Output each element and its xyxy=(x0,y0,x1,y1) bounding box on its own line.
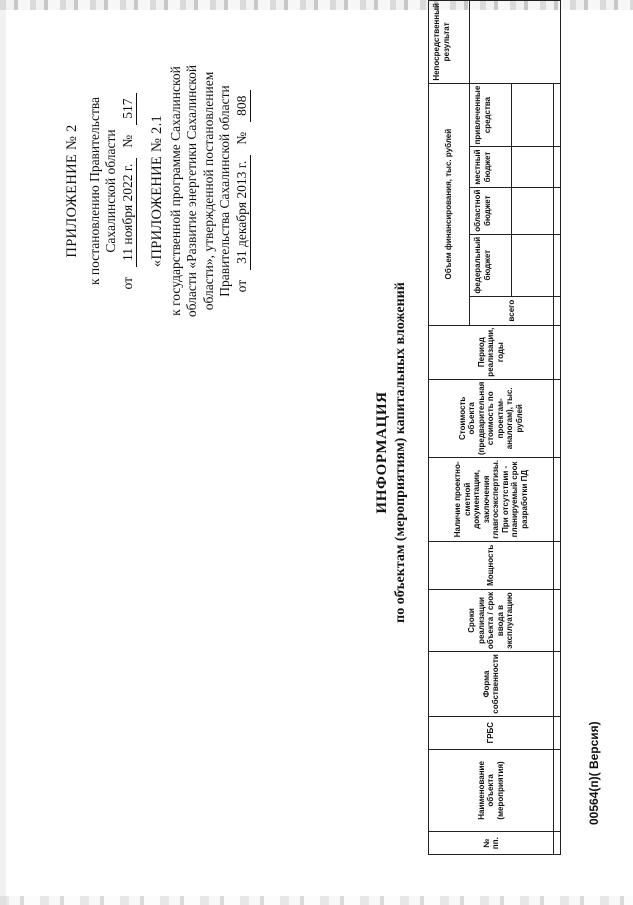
attracted-cell xyxy=(512,83,554,147)
header-result: Непосредственный результат xyxy=(429,1,470,84)
resolution-date: 11 ноября 2022 г. xyxy=(120,158,138,267)
header-grbs: ГРБС xyxy=(429,716,554,749)
header-no: № пп. xyxy=(429,832,554,855)
regional-cell xyxy=(512,187,554,234)
appendix-block xyxy=(64,21,251,361)
header-name: Наименование объекта (мероприятия) xyxy=(429,749,554,832)
appendix-line-1: к постановлению Правительства xyxy=(86,96,102,286)
federal-cell xyxy=(512,234,554,296)
header-terms: Сроки реализации объекта / срок ввода в эксплуатацию xyxy=(429,589,554,651)
number-label: № xyxy=(119,134,135,148)
header-total: всего xyxy=(470,296,554,325)
from-label-2: от xyxy=(233,279,249,293)
capital-investments-table xyxy=(428,0,561,855)
header-ownership: Форма собственности xyxy=(429,652,554,717)
header-capacity: Мощность xyxy=(429,541,554,589)
appendix-dateline xyxy=(120,21,138,361)
document-subtitle: по объектам (мероприятиям) капитальных вложений xyxy=(393,282,408,623)
program-number: 808 xyxy=(234,90,252,122)
header-regional: областной бюджет xyxy=(470,187,512,234)
appendix-line-3: к государственной программе Сахалинской xyxy=(167,66,183,316)
header-period: Период реализации, годы xyxy=(429,325,554,379)
header-attracted: привлеченные средства xyxy=(470,83,512,147)
appendix-title-2: «ПРИЛОЖЕНИЕ № 2.1 xyxy=(149,114,165,268)
appendix-line-4: области «Развитие энергетики Сахалинской xyxy=(184,64,199,318)
result-cell xyxy=(470,1,561,84)
program-date: 31 декабря 2013 г. xyxy=(234,155,252,270)
table-row-empty xyxy=(554,1,561,855)
header-federal: федеральный бюджет xyxy=(470,234,512,296)
document-title: ИНФОРМАЦИЯ xyxy=(374,391,390,514)
appendix-line-6: Правительства Сахалинской области xyxy=(217,85,232,297)
header-volume: Объем финансирования, тыс. рублей xyxy=(429,83,470,325)
from-label: от xyxy=(119,276,135,290)
header-docs: Наличие проектно-сметной документации, заключения главгосэкспертизы. При отсутствии - планируемый срок разработки ПД xyxy=(429,457,554,541)
header-local: местный бюджет xyxy=(470,147,512,187)
header-cost: Стоимость объекта (предварительная стоимость по проектам-аналогам), тыс. рублей xyxy=(429,379,554,457)
document-code: 00564(п)( Версия) xyxy=(587,721,601,825)
appendix-line-5: области», утвержденной постановлением xyxy=(200,71,216,311)
resolution-number: 517 xyxy=(120,93,138,125)
appendix-line-2: Сахалинской области xyxy=(103,129,118,253)
appendix-title: ПРИЛОЖЕНИЕ № 2 xyxy=(64,124,80,258)
number-label-2: № xyxy=(233,131,249,145)
appendix-dateline-2 xyxy=(234,21,252,361)
local-cell xyxy=(512,147,554,187)
